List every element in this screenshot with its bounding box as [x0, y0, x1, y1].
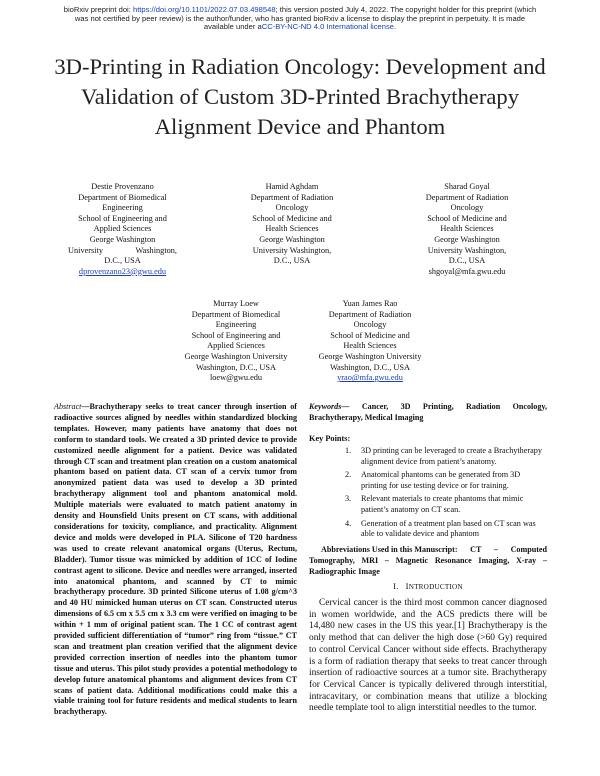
- introduction-paragraph: Cervical cancer is the third most common cancer diagnosed in women worldwide, and the ACS predicts there will be 14,480 new cases in the US this year.[1] Brachytherapy is the only method that can deliver the high dose (>60 Gy) required to control Cervical Cancer without side effects. Brachytherapy is a form of radiation therapy that seeks to treat cancer through insertion of radioactive sources at a tumor site. Brachytherapy for Cervical Cancer is typically delivered through interstitial, intracavitary, or combination means that utilize a blocking needle template tool to align interstitial needles to the tumor.: [309, 598, 547, 714]
- abbreviations: [309, 545, 547, 578]
- author-affiliation-line: Oncology: [353, 320, 387, 330]
- author-affiliation-line: Department of Biomedical: [191, 309, 281, 319]
- license-link[interactable]: CC-BY-NC-ND 4.0 International license: [261, 22, 394, 32]
- author-affiliation-line: Oncology: [275, 203, 309, 213]
- author-affiliation-line: School of Medicine and: [427, 213, 507, 223]
- author-name: Hamid Aghdam: [265, 182, 319, 191]
- key-points-title: Key Points:: [309, 434, 351, 443]
- author-affiliation-line: School of Medicine and: [330, 330, 410, 340]
- author-affiliation-line: Health Sciences: [343, 341, 397, 351]
- banner-line-2: was not certified by peer review) is the author/funder, who has granted bioRxiv a license to display the preprint in perpetuity. It is made: [74, 13, 526, 23]
- author-affiliation-line: School of Engineering and: [78, 213, 167, 223]
- author-affiliation-line: School of Medicine and: [252, 213, 332, 223]
- keywords: [309, 402, 547, 424]
- author-affiliation-line: D.C., USA: [273, 256, 311, 266]
- author-affiliation-line: D.C., USA: [448, 256, 486, 266]
- author-affiliation-line: Engineering: [215, 320, 257, 330]
- abstract-label: Abstract: [54, 402, 82, 411]
- keywords-label: Keywords: [309, 402, 342, 411]
- abstract: [54, 402, 297, 718]
- section-heading-introduction: [309, 581, 547, 591]
- author-name: Sharad Goyal: [444, 182, 490, 191]
- author-affiliation-line: George Washington: [259, 234, 325, 244]
- author-block-provenzano: [64, 182, 181, 277]
- author-affiliation-line: Health Sciences: [440, 224, 494, 234]
- author-affiliation-line: George Washington: [89, 234, 156, 244]
- author-affiliation-line: University Washington,: [427, 245, 507, 255]
- author-email-link[interactable]: dprovenzano23@gwu.edu: [78, 266, 167, 276]
- paper-title: [20, 52, 580, 142]
- author-block-loew: [172, 299, 300, 384]
- list-item: 2. Anatomical phantoms can be generated from 3D printing for use testing device or for training.: [345, 470, 521, 490]
- title-line-3: Alignment Device and Phantom: [154, 114, 446, 139]
- author-affiliation-line: Department of Radiation: [425, 192, 509, 202]
- author-name: Destie Provenzano: [91, 182, 154, 191]
- author-affiliation-line: D.C., USA: [104, 256, 141, 266]
- author-affiliation-line: School of Engineering and: [191, 330, 281, 340]
- author-affiliation-split-line: University Washington,: [68, 245, 177, 255]
- author-email: shgoyal@mfa.gwu.edu: [428, 266, 506, 276]
- abbreviations-lead: Abbreviations Used in this Manuscript:: [321, 545, 458, 554]
- title-line-1: 3D-Printing in Radiation Oncology: Development and: [54, 54, 546, 79]
- author-email-link[interactable]: yrao@mfa.gwu.edu: [337, 373, 403, 383]
- author-affiliation-line: Applied Sciences: [207, 341, 265, 351]
- author-affiliation-line: George Washington: [434, 234, 500, 244]
- author-affiliation-line: Applied Sciences: [93, 224, 152, 234]
- doi-link[interactable]: https://doi.org/10.1101/2022.07.03.498548: [132, 5, 276, 14]
- author-block-aghdam: [233, 182, 351, 267]
- abbreviations-text: CT – Computed Tomography, MRI – Magnetic Resonance Imaging, X-ray – Radiographic Image: [309, 545, 547, 576]
- author-affiliation-line: University Washington,: [252, 245, 332, 255]
- author-name: Yuan James Rao: [342, 299, 398, 308]
- section-first-letter: I: [405, 581, 409, 591]
- author-block-rao: [306, 299, 434, 384]
- author-affiliation-line: Department of Radiation: [328, 309, 412, 319]
- author-name: Murray Loew: [213, 299, 259, 308]
- author-affiliation-line: Health Sciences: [265, 224, 319, 234]
- keywords-text: — Cancer, 3D Printing, Radiation Oncology, Brachytherapy, Medical Imaging: [309, 402, 547, 422]
- banner-line-3: available under aCC-BY-NC-ND 4.0 International license.: [203, 22, 397, 32]
- list-item: 3. Relevant materials to create phantoms that mimic patient’s anatomy on CT scan.: [345, 494, 524, 514]
- author-affiliation-line: Washington, D.C., USA: [330, 362, 410, 372]
- abstract-text: —Brachytherapy seeks to treat cancer through insertion of radioactive sources aligned by needles within standardized blocking templates. However, many patients have anatomy that does not conform to standard tools. We created a 3D printed device to provide customized needle alignment for a patient. Device was validated through CT scan and treatment plan creation on a custom anatomical phantom based on patient data. CT scan of a cervix tumor from anonymized patient data was used to develop a 3D printed brachytherapy alignment tool and phantom anatomical mold. Multiple materials were evaluated to match patient anatomy in density and Hounsfield Units present on CT scans, with additional considerations for toxicity, compliance, and practicality. Alignment device and molds were developed in PLA. Silicone of T20 hardness was used to create relevant anatomical organs (Uterus, Rectum, Bladder). Tumor tissue was mimicked by addition of 1CC of Iodine contrast agent to silicone. Device and needles were arranged, inserted into anatomical phantom, and scanned by CT to mimic brachytherapy procedure. 3D printed Silicone uterus of 1.08 g/cm^3 and 40 HU mimicked human uterus on CT scan. Constructed uterus dimensions of 6.5 cm x 5.5 cm x 3.3 cm were verified on imaging to be within + 1 mm of original patient scan. The 1 CC of contrast agent provided sufficient differentiation of “tumor” ring from “tissue.” CT scan and treatment plan creation verified that the alignment device provided correction insertion of needles into the phantom tumor tissue and uterus. This pilot study provides a potential methodology to develop future anatomical phantoms and alignment devices from CT scans of patient data. Additional modifications could make this a viable training tool for future residents and medical students to learn brachytherapy.: [54, 402, 297, 717]
- author-affiliation-line: George Washington University: [184, 351, 288, 361]
- key-points-list: [309, 446, 547, 543]
- list-item: 1. 3D printing can be leveraged to create a Brachytherapy alignment device from patient’s anatomy.: [345, 446, 542, 466]
- author-affiliation-line: George Washington University: [318, 351, 422, 361]
- section-rest: NTRODUCTION: [408, 583, 463, 591]
- author-email: loew@gwu.edu: [209, 373, 263, 383]
- author-affiliation-line: Engineering: [102, 203, 143, 213]
- author-block-goyal: [408, 182, 526, 277]
- author-affiliation-line: Washington, D.C., USA: [196, 362, 276, 372]
- author-affiliation-line: Department of Biomedical: [78, 192, 167, 202]
- preprint-banner: [40, 6, 560, 32]
- author-affiliation-line: Department of Radiation: [250, 192, 334, 202]
- banner-line-1: bioRxiv preprint doi: https://doi.org/10.1101/2022.07.03.498548; this version posted July 4, 2022. The copyright holder for this preprint (which: [63, 5, 537, 14]
- title-line-2: Validation of Custom 3D-Printed Brachytherapy: [81, 84, 519, 109]
- author-affiliation-line: Oncology: [450, 203, 484, 213]
- list-item: 4. Generation of a treatment plan based on CT scan was able to validate device and phantom: [345, 518, 536, 539]
- section-numeral: I.: [393, 581, 399, 591]
